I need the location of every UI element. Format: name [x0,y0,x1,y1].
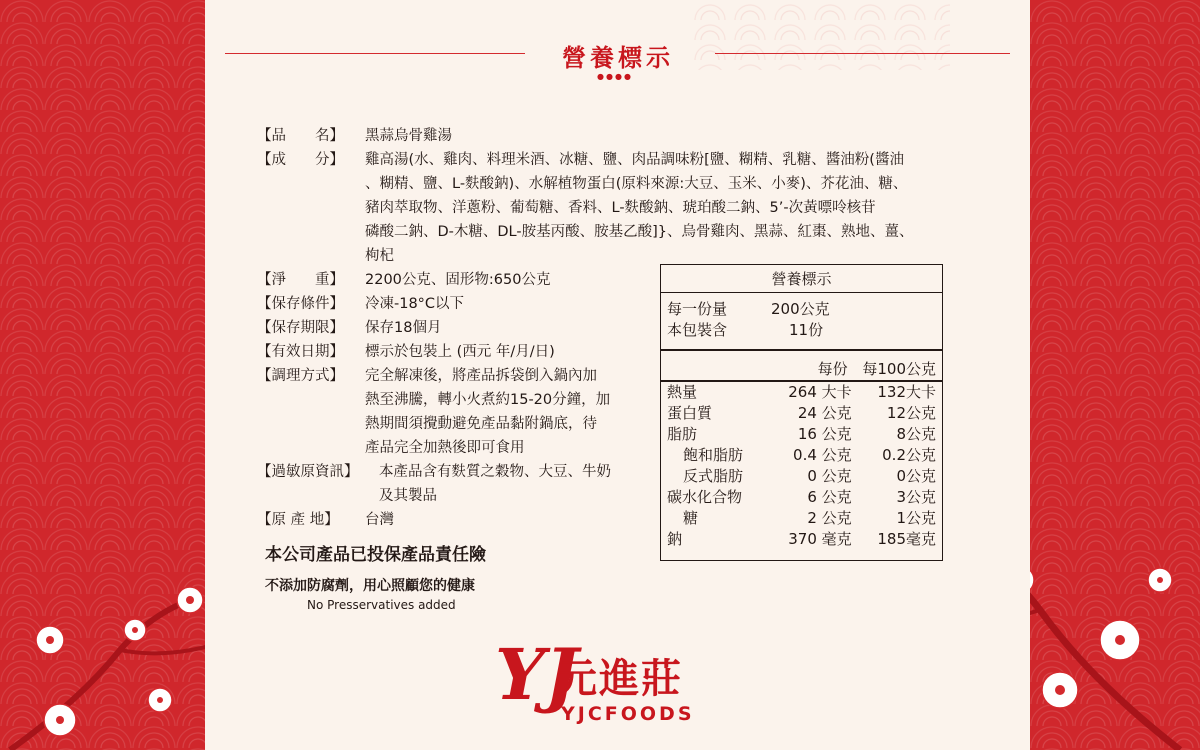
no-preservatives-en: No Presservatives added [307,598,456,612]
nutrient-row [661,403,942,424]
nutrient-row [661,382,942,403]
nutrient-per-serving: 24 公克 [797,404,852,422]
no-preservatives-cn: 不添加防腐劑，用心照顧您的健康 [265,578,475,594]
field-label: 【淨 重】 [257,272,344,288]
allergen-row [257,461,611,483]
nutrient-per-serving: 16 公克 [797,425,852,443]
nutrient-name: 碳水化合物 [667,488,743,506]
ingredients-line: 豬肉萃取物、洋蔥粉、葡萄糖、香料、L-麩酸鈉、琥珀酸二鈉、5’-次黃嘌呤核苷 [365,200,876,216]
shelf-life-row [257,317,442,339]
insurance-note: 本公司產品已投保產品責任險 [265,545,486,565]
divider [661,349,942,351]
nutrient-name: 熱量 [667,383,698,401]
col-per-serving: 每份 [817,360,848,378]
net-weight-row [257,269,551,291]
column-headers [808,358,936,379]
nutrient-per-100g: 3公克 [896,488,936,506]
cooking-line: 熱至沸騰，轉小火煮約15-20分鐘，加 [365,392,611,408]
field-label: 【調理方式】 [257,368,344,384]
field-label: 【品 名】 [257,128,344,144]
field-label: 【保存條件】 [257,296,344,312]
nutrient-row [661,466,942,487]
nutrient-per-serving: 370 毫克 [788,530,852,548]
nutrition-header: 營養標示 [661,265,942,293]
nutrient-per-100g: 185毫克 [877,530,936,548]
nutrition-facts-table [660,264,943,561]
logo-mark: YJ [495,633,579,716]
brand-name-en: YJCFOODS [561,703,695,725]
page-title: 營養標示 [562,43,674,72]
nutrient-name: 蛋白質 [667,404,713,422]
nutrient-per-serving: 2 公克 [807,509,852,527]
net-weight: 2200公克、固形物:650公克 [365,272,551,288]
nutrient-per-serving: 0.4 公克 [793,446,852,464]
field-label: 【保存期限】 [257,320,344,336]
cooking-line: 產品完全加熱後即可食用 [365,440,525,456]
nutrient-per-serving: 264 大卡 [788,383,852,401]
nutrient-per-100g: 8公克 [896,425,936,443]
nutrient-name: 脂肪 [667,425,698,443]
nutrient-per-100g: 0.2公克 [882,446,936,464]
field-label: 【過敏原資訊】 [257,464,359,480]
nutrient-per-100g: 132大卡 [877,383,936,401]
expiry-date: 標示於包裝上 (西元 年/月/日) [365,344,555,360]
shelf-life: 保存18個月 [365,320,442,336]
brand-name-cn: 元進莊 [557,656,683,702]
title-rule-left [225,53,525,54]
nutrient-per-100g: 1公克 [896,509,936,527]
expiry-row [257,341,555,363]
title-row [225,38,1010,81]
ingredients-line: 、糊精、鹽、L-麩酸鈉)、水解植物蛋白(原料來源:大豆、玉米、小麥)、芥花油、糖、 [365,176,908,192]
col-per-100g: 每100公克 [862,360,936,378]
storage-condition: 冷凍-18°C以下 [365,296,465,312]
allergen-line: 及其製品 [379,488,437,504]
nutrient-rows [661,382,942,550]
serving-size-row [667,298,830,319]
nutrient-per-serving: 6 公克 [807,488,852,506]
ingredients-line: 磷酸二鈉、D-木糖、DL-胺基丙酸、胺基乙酸]}、烏骨雞肉、黑蒜、紅棗、熟地、薑、 [365,224,914,240]
nutrient-per-100g: 0公克 [896,467,936,485]
cooking-line: 熱期間須攪動避免產品黏附鍋底，待 [365,416,597,432]
origin: 台灣 [365,512,394,528]
nutrient-name: 反式脂肪 [683,467,744,485]
ingredients-line: 雞高湯(水、雞肉、料理米酒、冰糖、鹽、肉品調味粉[鹽、糊精、乳糖、醬油粉(醬油 [365,152,904,168]
nutrient-row [661,445,942,466]
serving-size-value: 200公克 [771,300,830,318]
nutrient-per-serving: 0 公克 [807,467,852,485]
ingredients-row [257,149,904,171]
product-name: 黑蒜烏骨雞湯 [365,128,452,144]
servings-value: 11份 [789,321,824,339]
nutrient-name: 糖 [683,509,699,527]
serving-size-label: 每一份量 [667,300,728,318]
cooking-line: 完全解凍後，將產品拆袋倒入鍋內加 [365,368,597,384]
nutrient-name: 飽和脂肪 [683,446,744,464]
nutrient-row [661,508,942,529]
allergen-line: 本產品含有麩質之穀物、大豆、牛奶 [379,464,611,480]
ingredients-line: 枸杞 [365,248,394,264]
title-rule-right [715,53,1010,54]
nutrient-row [661,529,942,550]
servings-per-pack-row [667,319,824,340]
field-label: 【有效日期】 [257,344,344,360]
origin-row [257,509,394,531]
product-name-row [257,125,452,147]
storage-row [257,293,465,315]
nutrient-row [661,487,942,508]
field-label: 【成 分】 [257,152,344,168]
brand-logo [495,635,735,730]
title-dots-decor: ●●●● [597,72,633,81]
nutrient-row [661,424,942,445]
field-label: 【原 產 地】 [257,512,339,528]
nutrient-per-100g: 12公克 [886,404,936,422]
servings-label: 本包裝含 [667,321,728,339]
cooking-row [257,365,597,387]
nutrient-name: 鈉 [667,530,683,548]
label-card [205,0,1030,750]
